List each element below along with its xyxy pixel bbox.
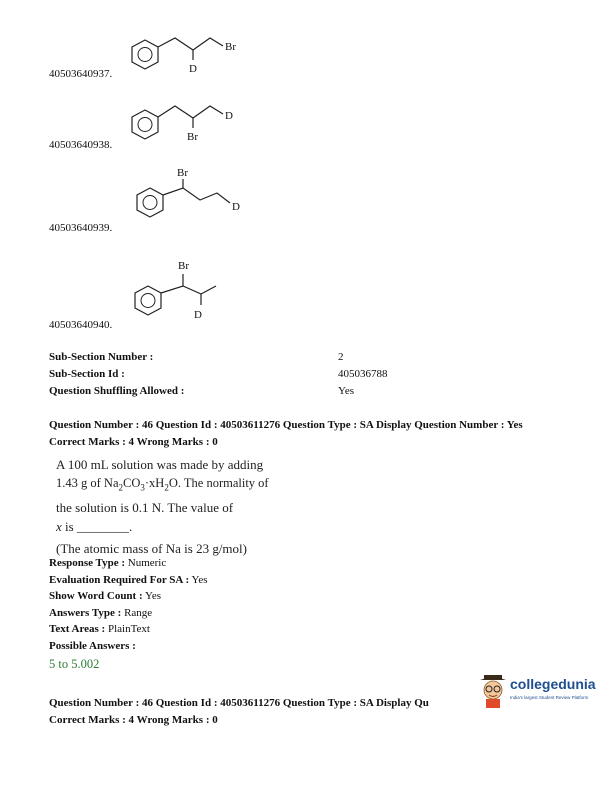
possible-answer-value: 5 to 5.002 <box>49 657 100 671</box>
atom-label: Br <box>178 260 189 272</box>
molecule-diagram <box>135 166 265 226</box>
molecule-diagram <box>125 100 255 150</box>
attr-label: Possible Answers : <box>49 640 136 652</box>
question-body <box>56 455 306 558</box>
question-header: Question Number : 46 Question Id : 40503611276 Question Type : SA Display Question Number : Yes <box>49 419 523 431</box>
attr-label: Text Areas : <box>49 623 106 635</box>
subsection-number-value: 2 <box>338 351 344 363</box>
shuffle-label: Question Shuffling Allowed : <box>49 385 185 397</box>
molecule-diagram <box>128 258 258 328</box>
attr-label: Show Word Count : <box>49 590 143 602</box>
atom-label: Br <box>177 167 188 179</box>
evaluation-required <box>49 574 208 586</box>
question-marks-2: Correct Marks : 4 Wrong Marks : 0 <box>49 714 218 726</box>
atom-label: D <box>225 110 233 122</box>
brand-name: collegedunia <box>510 676 596 692</box>
mascot-icon <box>478 675 508 709</box>
subsection-id-value: 405036788 <box>338 368 388 380</box>
option-id: 40503640938. <box>49 139 113 151</box>
question-marks: Correct Marks : 4 Wrong Marks : 0 <box>49 436 218 448</box>
atom-label: D <box>232 201 240 213</box>
question-text: is ________. <box>61 518 133 534</box>
option-structure-2 <box>125 100 255 155</box>
atom-label: Br <box>225 41 236 53</box>
shuffle-value: Yes <box>338 385 355 397</box>
question-line: A 100 mL solution was made by adding <box>56 457 264 472</box>
molecule-diagram <box>125 30 255 80</box>
attr-label: Evaluation Required For SA : <box>49 574 190 586</box>
subscript: 3 <box>140 482 145 493</box>
question-line: the solution is 0.1 N. The value of <box>56 499 234 515</box>
response-type <box>49 557 166 569</box>
attr-value: Range <box>124 607 153 619</box>
option-id: 40503640937. <box>49 68 113 80</box>
attr-value: Numeric <box>127 557 167 569</box>
attr-value: Yes <box>144 590 161 602</box>
question-header-2: Question Number : 46 Question Id : 40503611276 Question Type : SA Display Qu <box>49 697 429 709</box>
question-text: CO <box>123 476 141 490</box>
attr-label: Answers Type : <box>49 607 122 619</box>
option-id: 40503640940. <box>49 319 113 331</box>
possible-answers <box>49 640 136 652</box>
question-text: ·xH <box>144 476 165 490</box>
atom-label: Br <box>187 131 198 143</box>
option-id: 40503640939. <box>49 222 113 234</box>
attr-value: PlainText <box>107 623 150 635</box>
answers-type <box>49 607 152 619</box>
question-line: (The atomic mass of Na is 23 g/mol) <box>56 540 247 556</box>
collegedunia-watermark <box>478 673 610 713</box>
show-word-count <box>49 590 161 602</box>
question-line <box>56 474 306 498</box>
subscript: 2 <box>118 482 123 493</box>
question-line <box>56 517 306 536</box>
text-areas <box>49 623 150 635</box>
option-structure-1 <box>125 30 255 85</box>
attr-value: Yes <box>191 574 208 586</box>
attr-label: Response Type : <box>49 557 125 569</box>
subsection-number-label: Sub-Section Number : <box>49 351 154 363</box>
question-text: O. The normality of <box>168 476 269 490</box>
option-structure-4 <box>128 258 258 333</box>
subsection-id-label: Sub-Section Id : <box>49 368 125 380</box>
variable: x <box>56 518 62 534</box>
option-structure-3 <box>135 166 265 231</box>
atom-label: D <box>194 309 202 321</box>
question-text: 1.43 g of Na <box>56 476 119 490</box>
brand-tagline: India's largest Student Review Platform <box>510 695 589 700</box>
atom-label: D <box>189 63 197 75</box>
subscript: 2 <box>164 482 169 493</box>
